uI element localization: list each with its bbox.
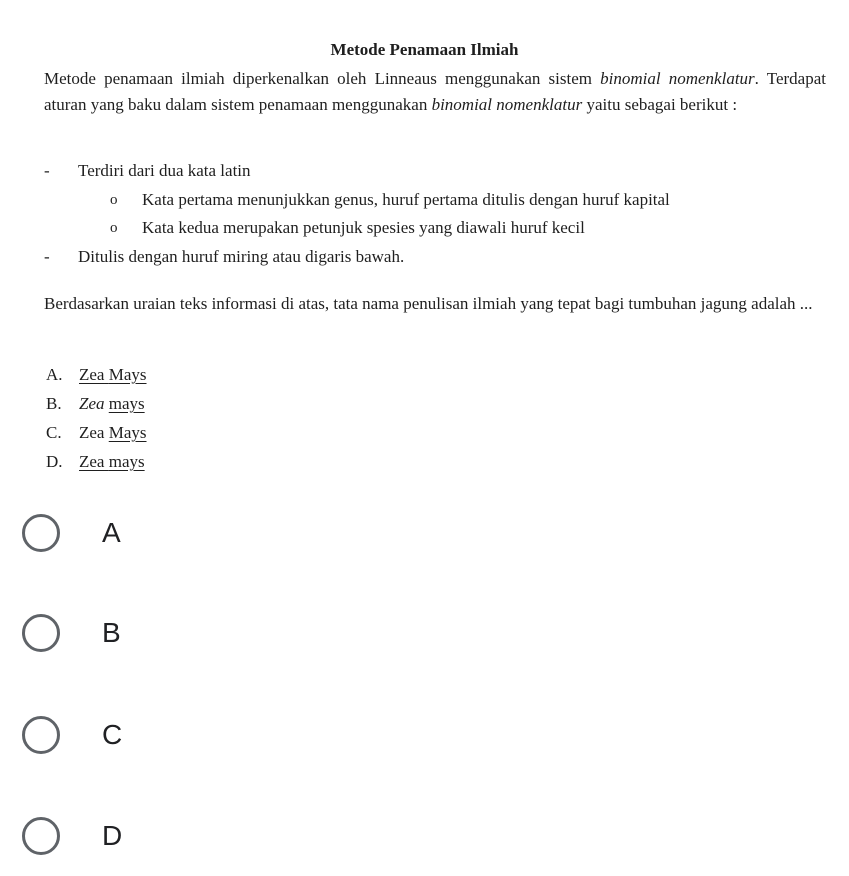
radio-button-a[interactable] [22, 514, 60, 552]
question-title: Metode Penamaan Ilmiah [330, 40, 519, 59]
option-c: C. Zea Mays [46, 423, 147, 442]
choice-label-c: C [102, 719, 123, 750]
option-d: D. Zea mays [46, 452, 145, 471]
choice-label-d: D [102, 820, 123, 851]
radio-button-d[interactable] [22, 817, 60, 855]
radio-button-c[interactable] [22, 716, 60, 754]
question-prompt: Berdasarkan uraian teks informasi di atas, tata nama penulisan ilmiah yang tepat bagi tumbuhan jagung adalah ... [44, 294, 813, 313]
option-b: B. Zea mays [46, 394, 145, 413]
choice-c[interactable] [22, 711, 322, 759]
term-binomial-1: binomial nomenklatur [600, 69, 755, 88]
choice-label-a: A [102, 517, 121, 548]
choice-b[interactable] [22, 609, 322, 657]
intro-paragraph: Metode penamaan ilmiah diperkenalkan oleh Linneaus menggunakan sistem binomial nomenklatur. Terdapat aturan yang baku dalam sistem penamaan menggunakan binomial nomenklatur yaitu sebagai berikut : [44, 69, 826, 114]
term-binomial-2: binomial nomenklatur [431, 95, 583, 114]
choice-label-b: B [102, 617, 121, 648]
circle-bullet-icon: o [110, 192, 118, 208]
choice-a[interactable] [22, 509, 322, 557]
choice-d[interactable] [22, 812, 322, 860]
radio-button-b[interactable] [22, 614, 60, 652]
circle-bullet-icon: o [110, 220, 118, 236]
option-a: A. Zea Mays [46, 365, 147, 384]
